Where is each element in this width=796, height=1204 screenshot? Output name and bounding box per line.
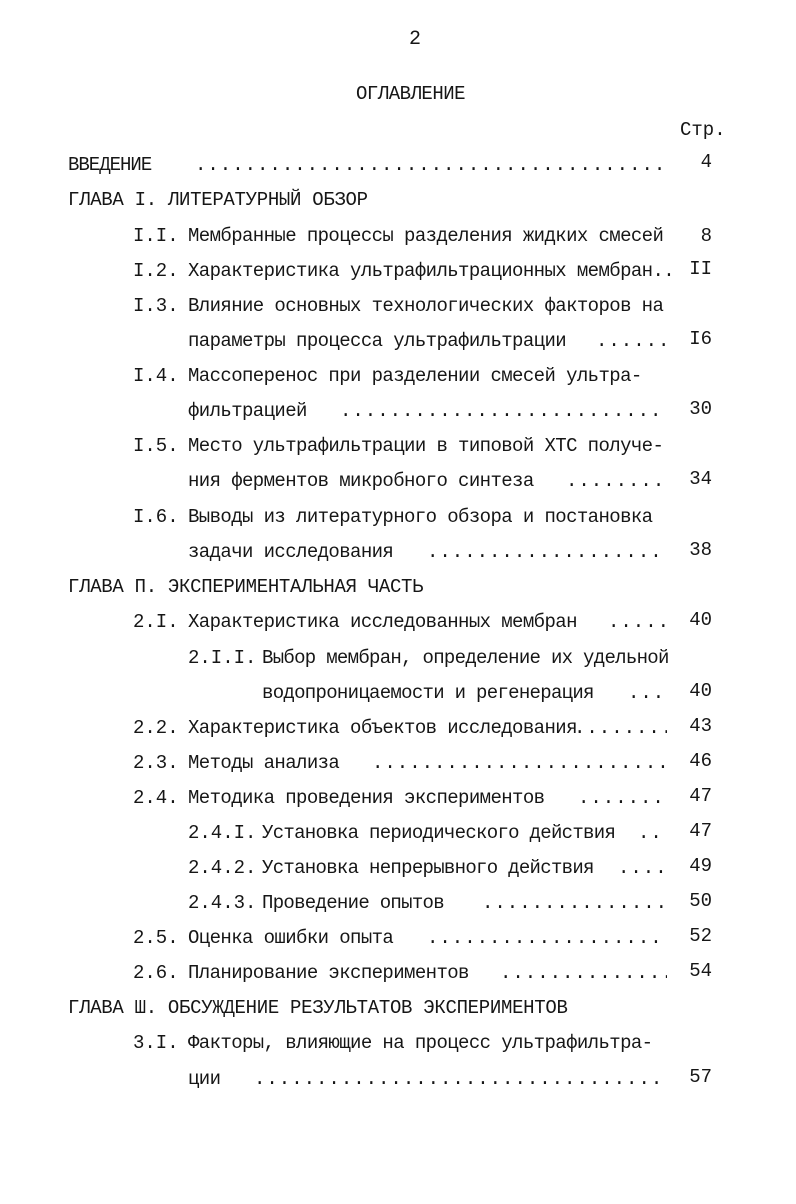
toc-section-title: Факторы, влияющие на процесс ультрафильтра- (188, 1032, 653, 1054)
toc-leader (254, 1067, 667, 1091)
toc-leader (372, 751, 667, 775)
toc-page-number: 40 (689, 680, 712, 702)
toc-page-number: 52 (689, 925, 712, 947)
toc-page-number: 47 (689, 785, 712, 807)
toc-section-number: 2.3. (133, 752, 179, 774)
toc-page-number: 30 (689, 398, 712, 420)
toc-chapter-1: ГЛАВА I. ЛИТЕРАТУРНЫЙ ОБЗОР (68, 189, 368, 211)
toc-leader (482, 891, 667, 915)
toc-page-number: 8 (700, 225, 712, 247)
toc-page-number: I6 (689, 328, 712, 350)
page-title: ОГЛАВЛЕНИЕ (356, 83, 466, 105)
toc-subsection-title: Установка периодического действия (262, 822, 616, 844)
toc-section-title: Характеристика ультрафильтрационных мембран.. (188, 260, 675, 282)
toc-page-number: 40 (689, 609, 712, 631)
toc-page-number: 50 (689, 890, 712, 912)
toc-section-number: 2.2. (133, 717, 179, 739)
page-number: 2 (409, 28, 422, 51)
toc-leader (427, 540, 667, 564)
toc-page-number: 4 (700, 151, 712, 173)
toc-subsection-title: Установка непрерывного действия (262, 857, 594, 879)
toc-section-number: I.4. (133, 365, 179, 387)
toc-subsection-number: 2.4.3. (188, 892, 257, 914)
toc-leader (340, 399, 667, 423)
toc-section-title: Методы анализа (188, 752, 340, 774)
toc-section-title: Планирование экспериментов (188, 962, 469, 984)
toc-section-number: I.5. (133, 435, 179, 457)
toc-page-number: II (689, 258, 712, 280)
toc-leader (195, 153, 667, 177)
toc-section-title-continued: ции (188, 1068, 221, 1090)
toc-section-title: Оценка ошибки опыта (188, 927, 394, 949)
toc-page-number: 46 (689, 750, 712, 772)
toc-page-number: 47 (689, 820, 712, 842)
toc-subsection-number: 2.4.I. (188, 822, 257, 844)
toc-section-number: 2.I. (133, 611, 179, 633)
toc-section-number: 2.5. (133, 927, 179, 949)
toc-entry-introduction: ВВЕДЕНИЕ (68, 154, 152, 176)
toc-section-title: Влияние основных технологических факторов на (188, 295, 664, 317)
toc-page-number: 49 (689, 855, 712, 877)
toc-section-title: Выводы из литературного обзора и постановка (188, 506, 653, 528)
toc-section-title-continued: задачи исследования (188, 541, 394, 563)
toc-section-number: 3.I. (133, 1032, 179, 1054)
toc-section-number: I.I. (133, 225, 179, 247)
toc-section-title: Место ультрафильтрации в типовой ХТС получе- (188, 435, 664, 457)
toc-section-title-continued: фильтрацией (188, 400, 307, 422)
toc-chapter-3: ГЛАВА Ш. ОБСУЖДЕНИЕ РЕЗУЛЬТАТОВ ЭКСПЕРИМЕНТОВ (68, 997, 568, 1019)
toc-page-number: 34 (689, 468, 712, 490)
toc-leader (427, 926, 667, 950)
toc-subsection-number: 2.I.I. (188, 647, 257, 669)
toc-chapter-2: ГЛАВА П. ЭКСПЕРИМЕНТАЛЬНАЯ ЧАСТЬ (68, 576, 424, 598)
toc-page-number: 54 (689, 960, 712, 982)
toc-section-title: Массоперенос при разделении смесей ультра- (188, 365, 642, 387)
page-column-header: Стр. (680, 119, 726, 141)
toc-section-number: 2.4. (133, 787, 179, 809)
toc-subsection-title: Выбор мембран, определение их удельной (262, 647, 669, 669)
toc-section-title: Характеристика исследованных мембран (188, 611, 577, 633)
toc-section-number: I.3. (133, 295, 179, 317)
toc-section-number: 2.6. (133, 962, 179, 984)
toc-section-number: I.6. (133, 506, 179, 528)
toc-subsection-title: Проведение опытов (262, 892, 444, 914)
toc-page-number: 57 (689, 1066, 712, 1088)
toc-section-title-continued: ния ферментов микробного синтеза (188, 470, 534, 492)
toc-subsection-title-continued: водопроницаемости и регенерация (262, 682, 594, 704)
toc-section-title: Методика проведения экспериментов (188, 787, 545, 809)
toc-section-title: Мембранные процессы разделения жидких смесей (188, 225, 664, 247)
toc-section-title-continued: параметры процесса ультрафильтрации (188, 330, 567, 352)
toc-subsection-number: 2.4.2. (188, 857, 257, 879)
toc-section-title: Характеристика объектов исследования (188, 717, 577, 739)
toc-page-number: 43 (689, 715, 712, 737)
toc-page-number: 38 (689, 539, 712, 561)
toc-leader (500, 961, 667, 985)
toc-section-number: I.2. (133, 260, 179, 282)
